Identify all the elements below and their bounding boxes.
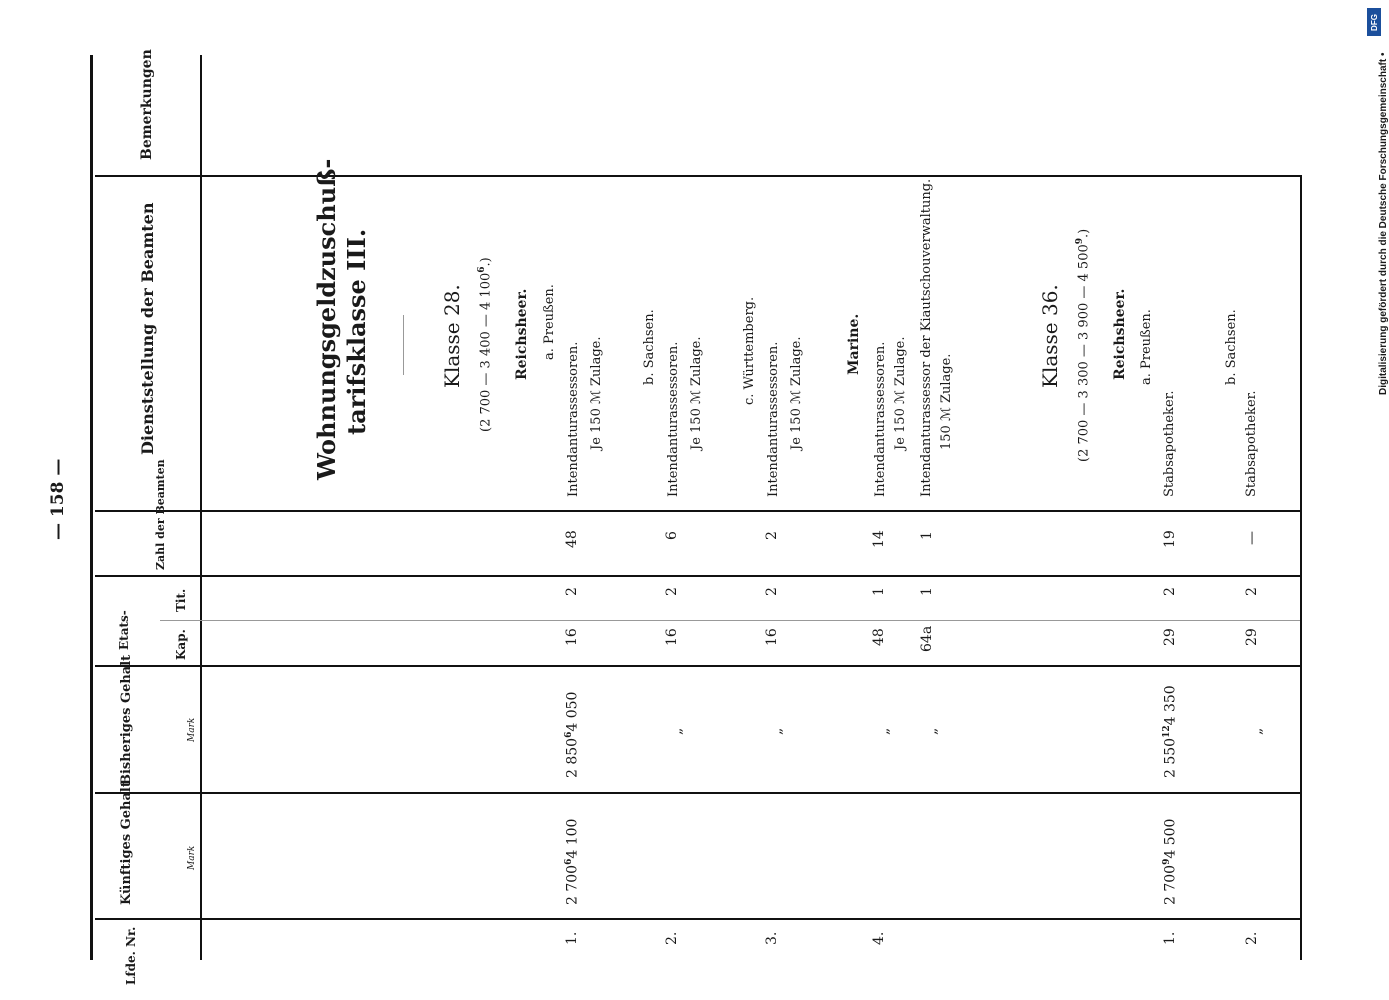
row-kap: 16 [664,628,680,646]
row-nr: 1. [1162,931,1178,945]
row-kap: 16 [764,628,780,646]
row-nr: 2. [1244,931,1260,945]
row-bisherig: „ [769,727,785,735]
row-group-sachsen: b. Sachsen. [642,309,657,385]
row-zulage: 150 ℳ Zulage. [939,353,954,450]
header-dienststellung: Dienststellung der Beamten [138,202,157,455]
row-tit: 2 [564,587,580,596]
row-group-sachsen: b. Sachsen. [1224,309,1239,385]
header-lfd-nr: Lfde. Nr. [124,926,138,985]
col-sep-zahl [95,575,1301,577]
row-tit: 2 [1244,587,1260,596]
col-sep-bemerkungen [95,175,1301,177]
row-zulage: Je 150 ℳ Zulage. [589,336,604,450]
row-bisherig: 2 $850^64$ 050 [564,691,581,778]
header-kuenftig-unit: Mark [187,845,197,870]
table-top-rule [90,55,93,960]
header-zahl: Zahl der Beamten [154,459,167,570]
table-bottom-rule [1300,175,1302,960]
row-zahl: 6 [664,531,680,540]
page-number: — 158 — [48,458,68,540]
klasse28-title: Klasse 28. [440,284,464,388]
row-kap: 29 [1244,628,1260,646]
row-zulage: Je 150 ℳ Zulage. [789,336,804,450]
row-bisherig: „ [924,727,940,735]
row-kap: 16 [564,628,580,646]
row-tit: 2 [1162,587,1178,596]
col-sep-dienst [95,510,1301,512]
row-group-preussen: a. Preußen. [1139,309,1154,385]
klasse36-range: (2 700 — 3 300 — 3 900 — 4 $500^9$.) [1075,228,1092,462]
row-tit: 2 [664,587,680,596]
header-tit: Tit. [174,588,188,612]
row-tit: 1 [871,587,887,596]
col-sep-kuenftig [95,918,1301,920]
row-bisherig: „ [876,727,892,735]
col-sep-kap-tit [160,620,1300,621]
row-stellung: Stabsapotheker. [1244,390,1259,497]
header-bisherig: Bisheriges Gehalt [119,654,134,785]
row-kap: 48 [871,628,887,646]
section-title-line2: tarifsklasse III. [342,228,371,435]
row-nr: 3. [764,931,780,945]
footer-credit: Digitalisierung gefördert durch die Deutsche Forschungsgemeinschaft • [1378,52,1389,395]
row-nr: 4. [871,931,887,945]
row-group-marine: Marine. [846,313,862,375]
col-sep-bisherig [95,792,1301,794]
row-stellung: Intendanturassessoren. [566,341,581,497]
row-kap: 29 [1162,628,1178,646]
row-zahl: — [1244,531,1260,545]
row-tit: 1 [919,587,935,596]
klasse36-heer: Reichsheer. [1112,288,1128,380]
section-title-line1: Wohnungsgeldzuschuß- [312,158,341,480]
row-zahl: 19 [1162,530,1178,548]
header-kuenftig: Künftiges Gehalt [119,781,134,905]
row-zulage: Je 150 ℳ Zulage. [893,336,908,450]
row-stellung: Intendanturassessor der Kiautschouverwaltung. [919,178,934,497]
klasse36-title: Klasse 36. [1038,284,1062,388]
row-zulage: Je 150 ℳ Zulage. [689,336,704,450]
klasse28-range: (2 700 — 3 400 — 4 $100^6$.) [477,257,494,432]
header-kap: Kap. [174,629,188,660]
table-header-rule [200,55,202,960]
row-nr: 1. [564,931,580,945]
header-bemerkungen: Bemerkungen [139,49,155,160]
row-group-wuerttemberg: c. Württemberg. [742,296,757,405]
col-sep-etats [95,665,1301,667]
row-bisherig: 2 $550^{12}4$ 350 [1162,685,1179,778]
row-bisherig: „ [1249,727,1265,735]
dfg-logo: DFG [1367,8,1381,36]
header-etats: Etats- [117,610,131,650]
klasse28-heer: Reichsheer. [514,288,530,380]
title-divider [403,315,404,375]
row-stellung: Intendanturassessoren. [873,341,888,497]
header-bisherig-unit: Mark [187,717,197,742]
row-stellung: Intendanturassessoren. [666,341,681,497]
row-zahl: 48 [564,530,580,548]
row-group-preussen: a. Preußen. [542,284,557,360]
row-tit: 2 [764,587,780,596]
row-stellung: Intendanturassessoren. [766,341,781,497]
row-kuenftig: 2 $700^64$ 100 [564,818,581,905]
row-nr: 2. [664,931,680,945]
row-zahl: 1 [919,531,935,540]
row-kuenftig: 2 $700^94$ 500 [1162,818,1179,905]
row-zahl: 14 [871,530,887,548]
row-stellung: Stabsapotheker. [1162,390,1177,497]
row-bisherig: „ [669,727,685,735]
row-kap: 64a [919,625,935,652]
row-zahl: 2 [764,531,780,540]
